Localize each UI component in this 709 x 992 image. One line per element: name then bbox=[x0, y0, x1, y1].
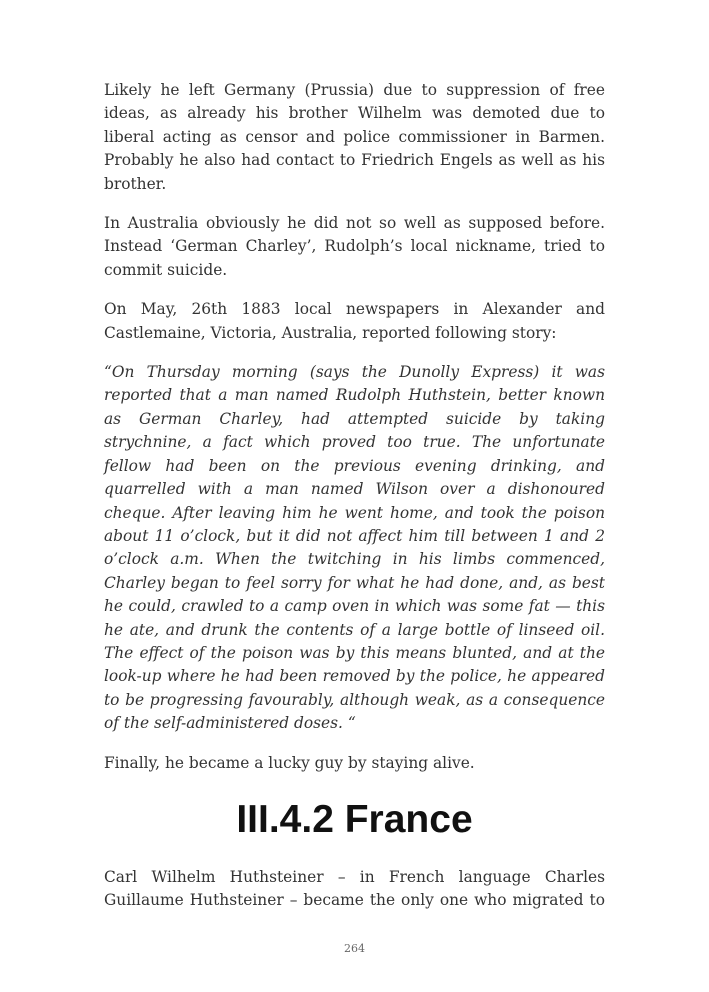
section-heading: III.4.2 France bbox=[236, 798, 473, 841]
paragraph-conclusion: Finally, he became a lucky guy by staying alive. bbox=[104, 753, 475, 772]
paragraph-newspapers: On May, 26th 1883 local newspapers in Alexander and Castlemaine, Victoria, Australia, reported following story: bbox=[104, 300, 605, 342]
document-page bbox=[104, 79, 605, 910]
page-number: 264 bbox=[344, 942, 365, 955]
paragraph-france-intro: Carl Wilhelm Huthsteiner – in French language Charles Guillaume Huthsteiner – became the only one who migrated to bbox=[104, 868, 605, 910]
paragraph-australia: In Australia obviously he did not so well as supposed before. Instead ‘German Charley’, Rudolph’s local nickname, tried to commit suicide. bbox=[104, 214, 605, 279]
paragraph-prussia: Likely he left Germany (Prussia) due to suppression of free ideas, as already his brother Wilhelm was demoted due to liberal acting as censor and police commissioner in Barmen. Probably he also had contact to Friedrich Engels as well as his brother. bbox=[104, 81, 605, 193]
newspaper-quote: “On Thursday morning (says the Dunolly Express) it was reported that a man named Rudolph Huthstein, better known as German Charley, had attempted suicide by taking strychnine, a fact which proved too true. The unfortunate fellow had been on the previous evening drinking, and quarrelled with a man named Wilson over a dishonoured cheque. After leaving him he went home, and took the poison about 11 o’clock, but it did not affect him till between 1 and 2 o’clock a.m. When the twitching in his limbs commenced, Charley began to feel sorry for what he had done, and, as best he could, crawled to a camp oven in which was some fat — this he ate, and drunk the contents of a large bottle of linseed oil. The effect of the poison was by this means blunted, and at the look-up where he had been removed by the police, he appeared to be progressing favourably, although weak, as a consequence of the self-administered doses. “ bbox=[104, 363, 605, 733]
section-body bbox=[104, 866, 605, 929]
